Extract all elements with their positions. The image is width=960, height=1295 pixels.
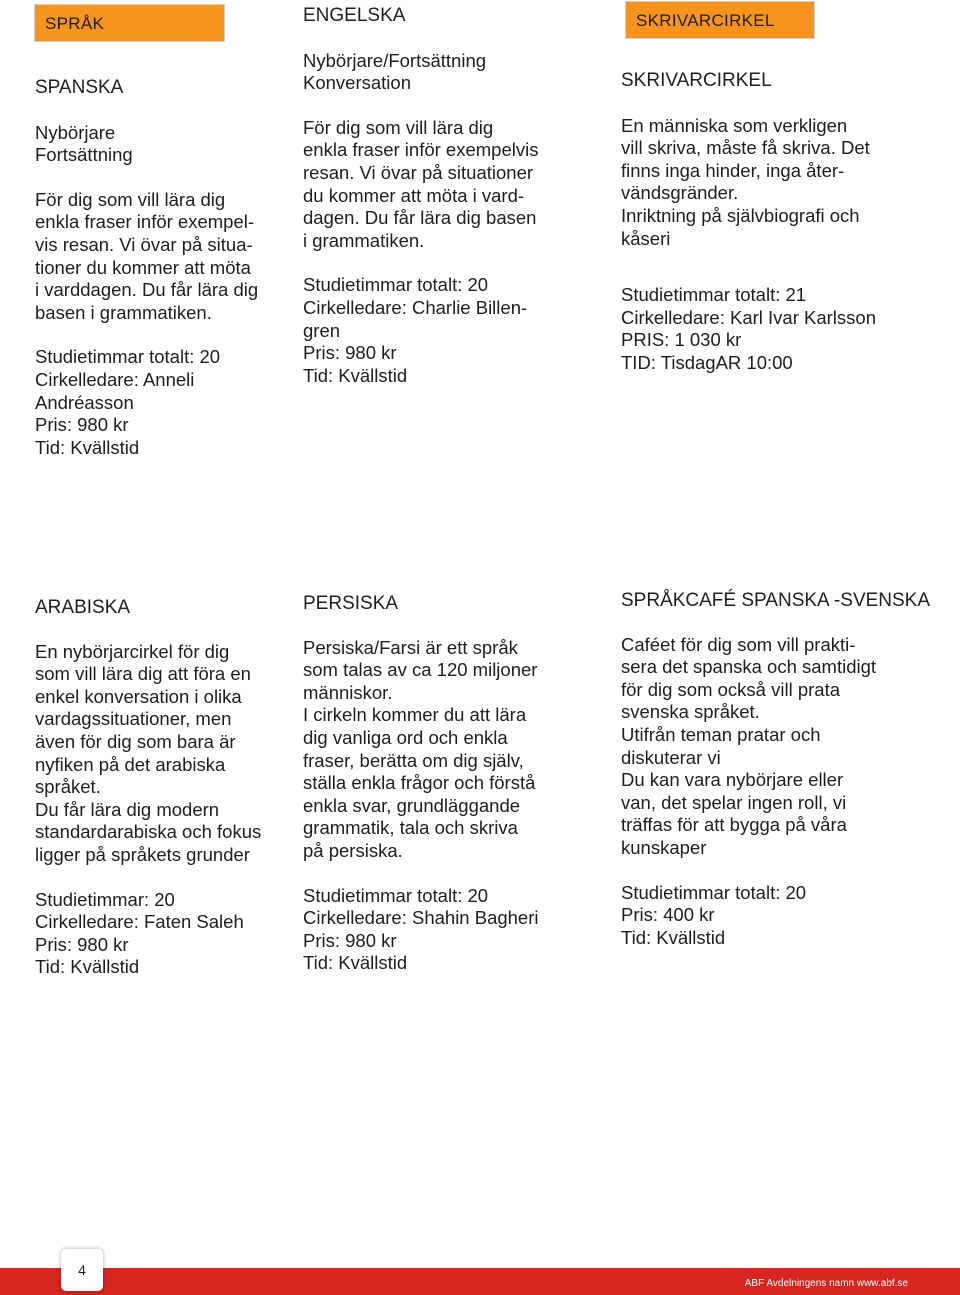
course-description-line: Caféet för dig som vill prakti-: [621, 633, 856, 655]
course-description-line: vis resan. Vi övar på situa-: [35, 233, 253, 255]
course-detail: gren: [303, 319, 341, 341]
course-description-line: i varddagen. Du får lära dig: [35, 279, 259, 301]
course-description-line: enkel konversation i olika: [35, 685, 242, 707]
course-description-line: kunskaper: [621, 836, 707, 858]
course-detail: Cirkelledare: Faten Saleh: [35, 911, 244, 933]
course-description-line: kåseri: [621, 227, 671, 249]
category-tag-skrivarcirkel: [625, 1, 815, 39]
course-detail: Andréasson: [35, 391, 134, 413]
course-detail: Tid: Kvällstid: [303, 952, 408, 974]
course-description-line: sera det spanska och samtidigt: [621, 656, 877, 678]
course-detail: Cirkelledare: Shahin Bagheri: [303, 907, 539, 929]
course-description-line: Utifrån teman pratar och: [621, 723, 821, 745]
course-description-line: I cirkeln kommer du att lära: [303, 704, 527, 726]
course-detail: Tid: Kvällstid: [35, 956, 140, 978]
page-number: 4: [61, 1249, 103, 1291]
course-persiska: [303, 593, 539, 975]
course-detail: Studietimmar totalt: 20: [35, 346, 221, 368]
course-heading: PERSISKA: [303, 593, 399, 614]
course-detail: Pris: 980 kr: [303, 342, 397, 364]
course-arabiska: [35, 597, 261, 979]
course-description-line: dagen. Du får lära dig basen: [303, 207, 537, 229]
course-description-line: resan. Vi övar på situationer: [303, 161, 534, 183]
course-description-line: språket.: [35, 776, 101, 798]
footer-text: ABF Avdelningens namn www.abf.se: [744, 1278, 908, 1289]
course-description-line: standardarabiska och fokus: [35, 821, 262, 843]
course-description-line: vändsgränder.: [621, 182, 739, 204]
course-description-line: ställa enkla frågor och förstå: [303, 772, 536, 794]
course-description-line: Du får lära dig modern: [35, 798, 220, 820]
course-description-line: Inriktning på självbiografi och: [621, 204, 860, 226]
course-description-line: basen i grammatiken.: [35, 301, 212, 323]
course-description-line: För dig som vill lära dig: [35, 188, 226, 210]
course-detail: Tid: Kvällstid: [303, 364, 408, 386]
course-description-line: van, det spelar ingen roll, vi: [621, 791, 847, 813]
course-description-line: enkla fraser inför exempelvis: [303, 139, 539, 161]
course-description-line: finns inga hinder, inga åter-: [621, 159, 845, 181]
course-detail: Pris: 980 kr: [35, 933, 129, 955]
course-engelska: [303, 5, 538, 387]
course-detail: Cirkelledare: Anneli: [35, 368, 195, 390]
course-description-line: ligger på språkets grunder: [35, 843, 250, 865]
course-description-line: för dig som också vill prata: [621, 678, 841, 700]
course-description-line: enkla fraser inför exempel-: [35, 211, 255, 233]
course-heading: SPANSKA: [35, 77, 124, 98]
course-detail: Studietimmar totalt: 21: [621, 284, 807, 306]
course-heading: SPRÅKCAFÉ SPANSKA -SVENSKA: [621, 590, 931, 611]
course-detail: Tid: Kvällstid: [35, 436, 140, 458]
course-description-line: som vill lära dig att föra en: [35, 663, 251, 685]
course-level: Fortsättning: [35, 144, 133, 166]
course-description-line: i grammatiken.: [303, 229, 425, 251]
course-detail: Studietimmar: 20: [35, 888, 175, 910]
course-description-line: Persiska/Farsi är ett språk: [303, 636, 518, 658]
course-detail: Studietimmar totalt: 20: [303, 274, 489, 296]
course-detail: TID: TisdagAR 10:00: [621, 351, 793, 373]
course-detail: Pris: 980 kr: [35, 414, 129, 436]
course-spanska: [35, 77, 258, 459]
course-description-line: du kommer att möta i vard-: [303, 184, 525, 206]
course-description-line: även för dig som bara är: [35, 730, 236, 752]
course-description-line: vardagssituationer, men: [35, 708, 232, 730]
course-description-line: enkla svar, grundläggande: [303, 794, 521, 816]
course-detail: PRIS: 1 030 kr: [621, 329, 742, 351]
course-detail: Tid: Kvällstid: [621, 926, 726, 948]
course-detail: Pris: 980 kr: [303, 929, 397, 951]
course-description-line: på persiska.: [303, 839, 403, 861]
course-description-line: som talas av ca 120 miljoner: [303, 659, 538, 681]
course-level: Nybörjare/Fortsättning: [303, 49, 487, 71]
course-sprakcafe: [621, 590, 930, 949]
category-tag-sprak: [34, 4, 225, 42]
course-heading: ARABISKA: [35, 597, 131, 618]
category-tag-skrivarcirkel-label: SKRIVARCIRKEL: [636, 11, 775, 30]
course-detail: Pris: 400 kr: [621, 904, 715, 926]
course-heading: ENGELSKA: [303, 5, 406, 26]
course-description-line: tioner du kommer att möta: [35, 256, 251, 278]
course-heading: SKRIVARCIRKEL: [621, 70, 772, 91]
course-description-line: människor.: [303, 681, 393, 703]
course-level: Nybörjare: [35, 121, 116, 143]
course-description-line: svenska språket.: [621, 701, 760, 723]
course-description-line: grammatik, tala och skriva: [303, 817, 518, 839]
course-description-line: En nybörjarcirkel för dig: [35, 640, 230, 662]
course-description-line: För dig som vill lära dig: [303, 116, 494, 138]
course-description-line: fraser, berätta om dig själv,: [303, 749, 524, 771]
course-description-line: En människa som verkligen: [621, 114, 848, 136]
course-description-line: vill skriva, måste få skriva. Det: [621, 137, 870, 159]
course-description-line: dig vanliga ord och enkla: [303, 726, 508, 748]
course-description-line: träffas för att bygga på våra: [621, 814, 847, 836]
category-tag-sprak-label: SPRÅK: [45, 14, 105, 33]
course-level: Konversation: [303, 72, 411, 94]
course-detail: Studietimmar totalt: 20: [621, 881, 807, 903]
course-detail: Studietimmar totalt: 20: [303, 884, 489, 906]
course-skrivarcirkel: [621, 70, 876, 375]
course-description-line: Du kan vara nybörjare eller: [621, 769, 844, 791]
course-detail: Cirkelledare: Charlie Billen-: [303, 296, 528, 318]
course-detail: Cirkelledare: Karl Ivar Karlsson: [621, 306, 876, 328]
course-description-line: nyfiken på det arabiska: [35, 753, 226, 775]
course-description-line: diskuterar vi: [621, 746, 721, 768]
